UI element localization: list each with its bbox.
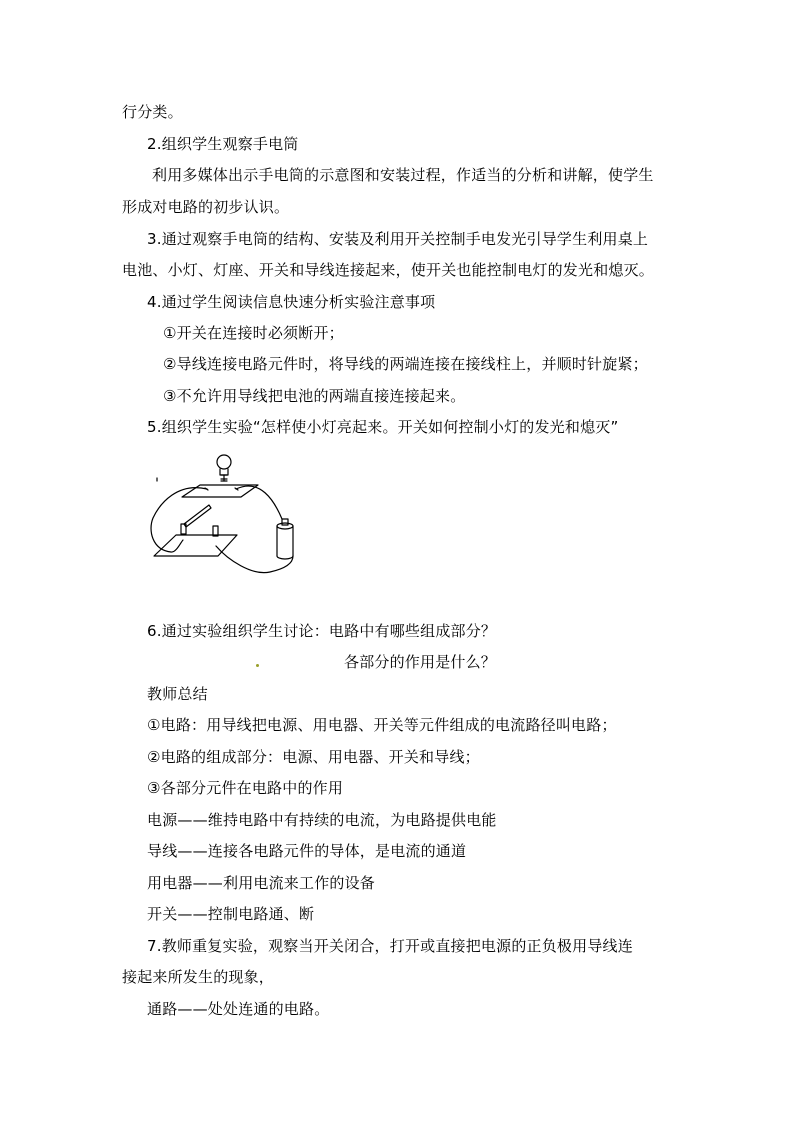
text-line: 电池、小灯、灯座、开关和导线连接起来，使开关也能控制电灯的发光和熄灭。 (122, 261, 655, 279)
summary-item: ①电路：用导线把电源、用电器、开关等元件组成的电流路径叫电路； (147, 716, 617, 734)
switch-base (154, 535, 237, 556)
step7-text: 7.教师重复实验，观察当开关闭合，打开或直接把电源的正负极用导线连 (147, 937, 633, 955)
step2-title: 2.组织学生观察手电筒 (147, 135, 299, 153)
step5-text: 5.组织学生实验“怎样使小灯亮起来。开关如何控制小灯的发光和熄灭” (147, 418, 619, 436)
step6-text: 6.通过实验组织学生讨论：电路中有哪些组成部分？ (147, 622, 497, 640)
role-source: 电源——维持电路中有持续的电流，为电路提供电能 (147, 811, 497, 829)
note-item: ①开关在连接时必须断开； (163, 324, 344, 342)
wire (236, 486, 282, 519)
role-appliance: 用电器——利用电流来工作的设备 (147, 874, 376, 892)
circuit-diagram (148, 448, 308, 578)
text-line: 形成对电路的初步认识。 (122, 198, 290, 216)
lamp-base (182, 485, 258, 497)
closed-circuit-definition: 通路——处处连通的电路。 (147, 1000, 330, 1018)
note-item: ③不允许用导线把电池的两端直接连接起来。 (163, 387, 466, 405)
summary-title: 教师总结 (147, 685, 208, 703)
bulb-icon (217, 455, 231, 469)
step3-text: 3.通过观察手电筒的结构、安装及利用开关控制手电发光引导学生利用桌上 (147, 230, 649, 248)
text-line: 各部分的作用是什么？ (344, 653, 497, 671)
text-line: 利用多媒体出示手电筒的示意图和安装过程，作适当的分析和讲解，使学生 (152, 166, 654, 184)
step4-title: 4.通过学生阅读信息快速分析实验注意事项 (147, 293, 436, 311)
note-item: ②导线连接电路元件时，将导线的两端连接在接线柱上，并顺时针旋紧； (163, 355, 648, 373)
stray-mark (256, 664, 259, 667)
summary-item: ③各部分元件在电路中的作用 (147, 779, 344, 797)
battery-icon (277, 519, 293, 559)
text-line: 行分类。 (122, 103, 183, 121)
role-wire: 导线——连接各电路元件的导体，是电流的通道 (147, 842, 467, 860)
summary-item: ②电路的组成部分：电源、用电器、开关和导线； (147, 748, 480, 766)
text-line: 接起来所发生的现象， (122, 968, 275, 986)
role-switch: 开关——控制电路通、断 (147, 905, 315, 923)
switch-lever (184, 505, 211, 527)
